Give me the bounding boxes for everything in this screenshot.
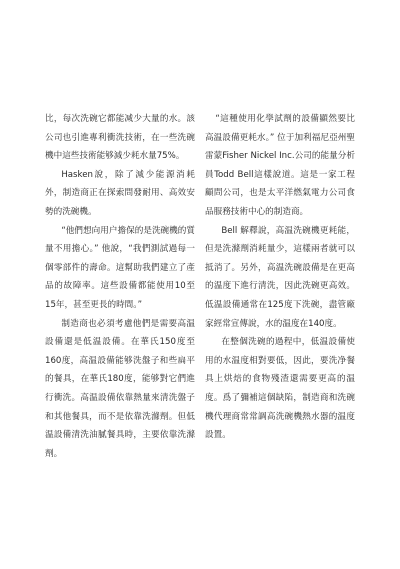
right-column — [205, 110, 355, 445]
paragraph: “他們想向用户擔保的是洗碗機的質量不用擔心。” 他說，“我們測試過每一個零部件的壽命。這幫助我們建立了產品的故障率。這些設備都能使用10至15年，甚至更長的時間。” — [45, 225, 195, 310]
left-column — [45, 110, 195, 463]
paragraph: Hasken說，除了減少能源消耗外，制造商正在探索問發耐用、高效安勢的洗碗機。 — [45, 169, 195, 217]
paragraph: 比，每次洗碗它都能减少大量的水。該公司也引進專利衝洗技術，在一些洗碗機中這些技術能够減少耗水量75%。 — [45, 114, 195, 162]
paragraph: “這種使用化學試劑的設備顯然要比高温設備更耗水。” 位于加利福尼亞州聖雷蒙Fisher Nickel Inc.公司的能量分析員Todd Bell這樣說道。這是一家工程顧問公司，也是太平洋燃氣電力公司食品服務技術中心的制造商。 — [205, 114, 355, 217]
paragraph: Bell 解釋說，高温洗碗機更耗能，但是洗滌劑消耗量少，這樣兩者就可以抵消了。另外，高温洗碗設備是在更高的温度下進行清洗，因此洗碗更高效。低温設備通常在125度下洗碗，盡管廠家經常宣傳說，水的温度在140度。 — [205, 225, 355, 329]
paragraph: 在整個洗碗的過程中，低温設備使用的水温度相對要低，因此，要洗净餐具上烘焙的食物殘渣還需要更高的温度。爲了彌補這個缺陷，制造商和洗碗機代理商常常調高洗碗機熱水器的温度設置。 — [205, 337, 355, 441]
paragraph: 制造商也必須考慮他們是需要高温設備還是低温設備。在華氏150度至160度，高温設備能够洗盤子和些扁平的餐具，在華氏180度，能够對它們進行衝洗。高温設備依靠熱量來清洗盤子和其他餐具，而不是依靠洗滌劑。但低温設備清洗油膩餐具時，主要依靠洗滌劑。 — [45, 318, 195, 459]
